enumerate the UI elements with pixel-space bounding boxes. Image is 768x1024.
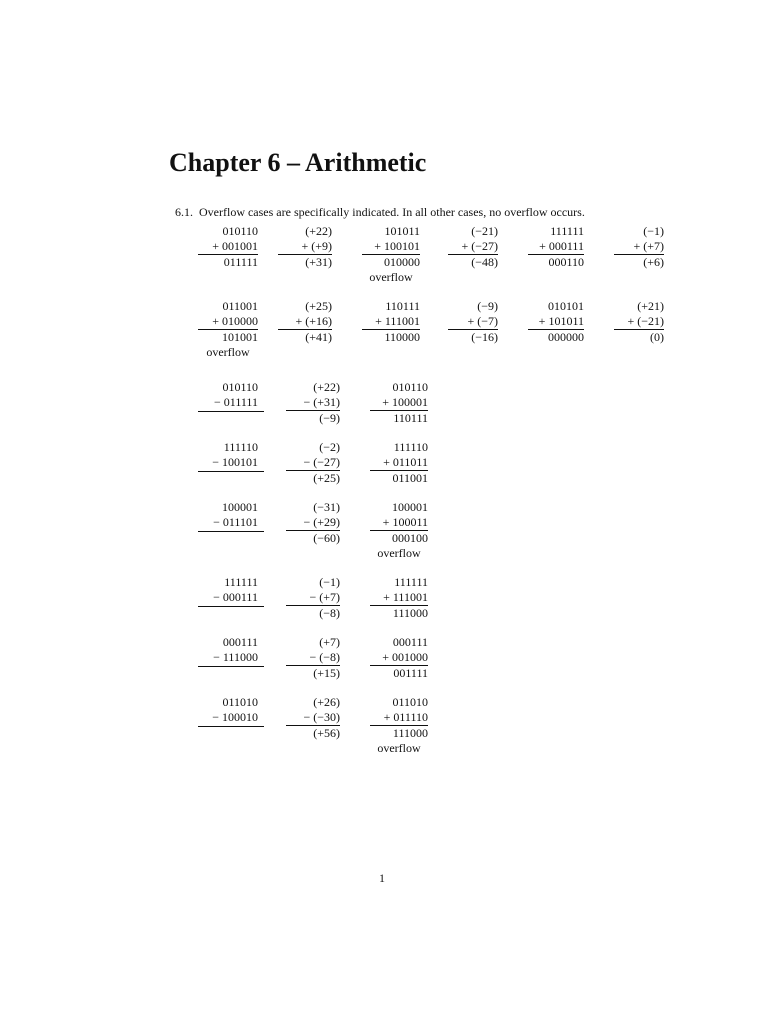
result: (−48)	[448, 254, 498, 270]
twos-complement-addition	[370, 695, 428, 756]
subtraction-rule	[198, 606, 264, 607]
subtrahend: − 011111	[214, 395, 258, 409]
minuend: 100001	[222, 500, 258, 514]
subtraction-decimal	[286, 440, 340, 486]
addition-decimal	[614, 299, 664, 345]
overflow-label: overflow	[206, 345, 250, 359]
operand-2: + 010000	[212, 314, 258, 328]
result: 000110	[528, 254, 584, 270]
subtrahend: − 011101	[213, 515, 258, 529]
operand-2: + (+16)	[295, 314, 332, 328]
result: (+56)	[286, 725, 340, 741]
operand-1: 111111	[394, 575, 428, 589]
result: 011001	[370, 470, 428, 486]
operand-1: 000111	[392, 635, 428, 649]
operand-2: + 111001	[375, 314, 420, 328]
addition-decimal	[614, 224, 664, 270]
result: 011111	[198, 254, 258, 270]
operand-2: + (−7)	[467, 314, 498, 328]
subtraction-binary	[198, 500, 258, 530]
result: (−16)	[448, 329, 498, 345]
operand-2: + (−27)	[461, 239, 498, 253]
operand-2: − (−27)	[303, 455, 340, 469]
twos-complement-addition	[370, 635, 428, 681]
result: (−60)	[286, 530, 340, 546]
subtraction-binary	[198, 575, 258, 605]
subtraction-rule	[198, 411, 264, 412]
operand-1: 010101	[548, 299, 584, 313]
subtraction-decimal	[286, 500, 340, 546]
minuend: 111110	[223, 440, 258, 454]
addition-binary	[198, 299, 258, 360]
result: 110000	[362, 329, 420, 345]
addition-decimal	[278, 299, 332, 345]
addition-binary	[198, 224, 258, 270]
subtraction-rule	[198, 471, 264, 472]
operand-1: 101011	[384, 224, 420, 238]
result: 010000	[362, 254, 420, 270]
problem-number: 6.1.	[175, 205, 193, 219]
result: 000000	[528, 329, 584, 345]
subtraction-rule	[198, 666, 264, 667]
subtraction-decimal	[286, 575, 340, 621]
operand-1: (+21)	[637, 299, 664, 313]
operand-2: + 001001	[212, 239, 258, 253]
result: (+6)	[614, 254, 664, 270]
operand-2: + 100101	[374, 239, 420, 253]
operand-2: + 100011	[382, 515, 428, 529]
subtraction-rule	[198, 726, 264, 727]
result: 101001	[198, 329, 258, 345]
operand-1: 100001	[392, 500, 428, 514]
subtraction-binary	[198, 380, 258, 410]
subtraction-decimal	[286, 695, 340, 741]
operand-1: (+22)	[305, 224, 332, 238]
operand-2: − (+7)	[309, 590, 340, 604]
overflow-label: overflow	[369, 270, 413, 284]
minuend: 011010	[222, 695, 258, 709]
twos-complement-addition	[370, 380, 428, 426]
subtraction-decimal	[286, 635, 340, 681]
minuend: 111111	[224, 575, 258, 589]
operand-1: (−2)	[319, 440, 340, 454]
operand-2: + 000111	[539, 239, 584, 253]
operand-2: + 101011	[538, 314, 584, 328]
result: 001111	[370, 665, 428, 681]
minuend: 000111	[222, 635, 258, 649]
operand-2: + 001000	[382, 650, 428, 664]
addition-decimal	[448, 224, 498, 270]
subtraction-decimal	[286, 380, 340, 426]
result: 111000	[370, 725, 428, 741]
operand-2: − (+29)	[303, 515, 340, 529]
operand-2: − (−30)	[303, 710, 340, 724]
operand-1: (−1)	[643, 224, 664, 238]
problem-intro	[175, 205, 585, 220]
twos-complement-addition	[370, 440, 428, 486]
operand-1: (−1)	[319, 575, 340, 589]
addition-binary	[362, 224, 420, 285]
overflow-label: overflow	[377, 741, 421, 755]
result: (+41)	[278, 329, 332, 345]
operand-2: − (−8)	[309, 650, 340, 664]
result: (+25)	[286, 470, 340, 486]
operand-2: + 111001	[383, 590, 428, 604]
page-number: 1	[379, 871, 385, 885]
result: (−9)	[286, 410, 340, 426]
result: 111000	[370, 605, 428, 621]
operand-1: 011010	[392, 695, 428, 709]
operand-1: (−31)	[313, 500, 340, 514]
operand-2: + (+9)	[301, 239, 332, 253]
operand-1: 110111	[385, 299, 420, 313]
subtraction-binary	[198, 695, 258, 725]
twos-complement-addition	[370, 500, 428, 561]
result: 110111	[370, 410, 428, 426]
addition-binary	[362, 299, 420, 345]
subtraction-rule	[198, 531, 264, 532]
subtraction-binary	[198, 635, 258, 665]
chapter-title: Chapter 6 – Arithmetic	[169, 148, 427, 177]
twos-complement-addition	[370, 575, 428, 621]
overflow-label: overflow	[377, 546, 421, 560]
operand-1: 111110	[393, 440, 428, 454]
operand-1: 111111	[550, 224, 584, 238]
operand-1: 010110	[222, 224, 258, 238]
operand-1: (+26)	[313, 695, 340, 709]
addition-binary	[528, 224, 584, 270]
problem-intro-text: Overflow cases are specifically indicated. In all other cases, no overflow occurs.	[199, 205, 585, 219]
result: (+15)	[286, 665, 340, 681]
operand-1: (+7)	[319, 635, 340, 649]
operand-1: 010110	[392, 380, 428, 394]
addition-decimal	[278, 224, 332, 270]
operand-1: (−21)	[471, 224, 498, 238]
operand-2: + 100001	[382, 395, 428, 409]
operand-1: (+25)	[305, 299, 332, 313]
subtrahend: − 000111	[213, 590, 258, 604]
result: (−8)	[286, 605, 340, 621]
subtrahend: − 111000	[213, 650, 258, 664]
operand-1: (+22)	[313, 380, 340, 394]
operand-1: (−9)	[477, 299, 498, 313]
result: (+31)	[278, 254, 332, 270]
minuend: 010110	[222, 380, 258, 394]
operand-2: + 011011	[383, 455, 428, 469]
operand-2: + 011110	[383, 710, 428, 724]
subtrahend: − 100101	[212, 455, 258, 469]
addition-binary	[528, 299, 584, 345]
result: (0)	[614, 329, 664, 345]
subtraction-binary	[198, 440, 258, 470]
operand-2: + (−21)	[627, 314, 664, 328]
operand-1: 011001	[222, 299, 258, 313]
subtrahend: − 100010	[212, 710, 258, 724]
operand-2: + (+7)	[633, 239, 664, 253]
result: 000100	[370, 530, 428, 546]
operand-2: − (+31)	[303, 395, 340, 409]
addition-decimal	[448, 299, 498, 345]
